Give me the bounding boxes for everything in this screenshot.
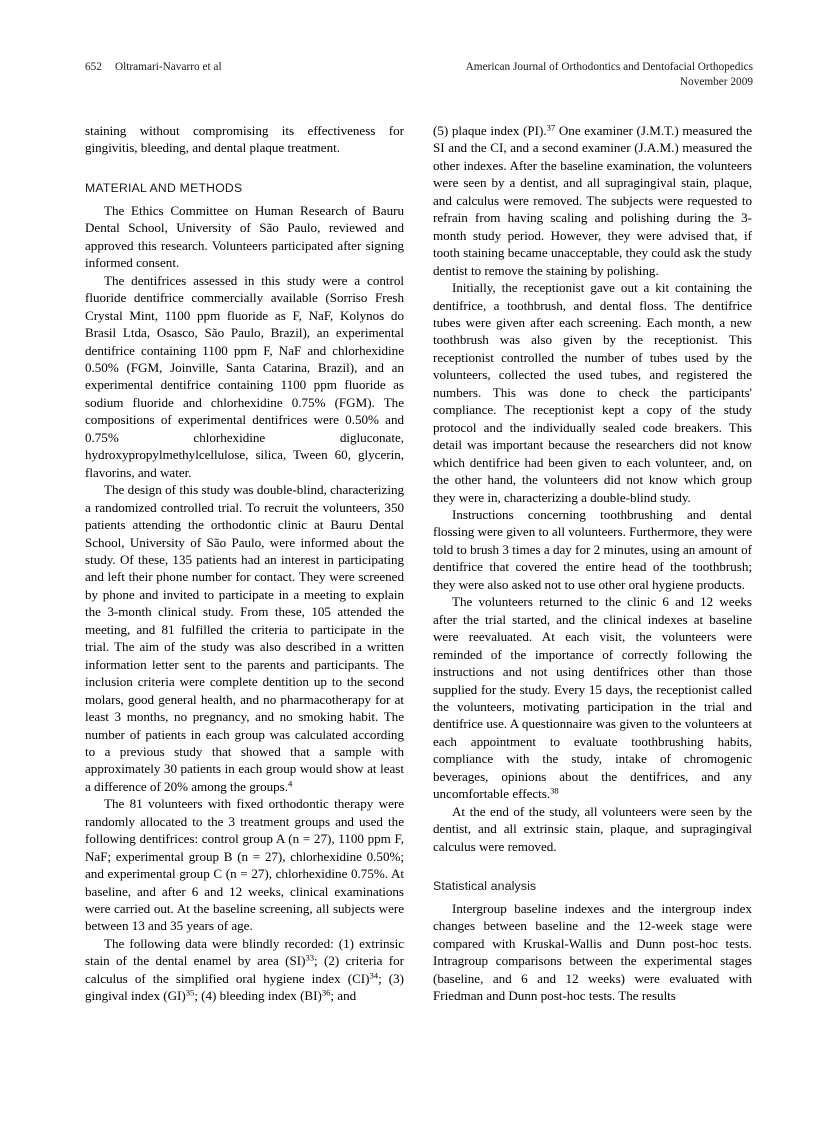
running-head xyxy=(85,60,753,90)
body-columns xyxy=(85,122,753,1062)
paragraph-design xyxy=(85,481,404,795)
reference-marker-36: 36 xyxy=(321,987,331,998)
paragraph-instructions: Instructions concerning toothbrushing and dental flossing were given to all volunteers. Furthermore, they were told to brush 3 times a day for 2 minutes, using an amount of dentifrice that covered the entire head of the toothbrush; they were also asked not to use other oral hygiene products. xyxy=(433,506,752,592)
indexes-text-4: ; (4) bleeding index (BI) xyxy=(194,988,322,1004)
issue-date: November 2009 xyxy=(679,76,753,88)
reference-marker-38: 38 xyxy=(550,785,559,796)
paragraph-ethics: The Ethics Committee on Human Research of Bauru Dental School, University of São Paulo, reviewed and approved this research. Volunteers participated after signing informed consent. xyxy=(85,202,404,271)
followup-text: The volunteers returned to the clinic 6 and 12 weeks after the trial started, and the clinical indexes at baseline were reevaluated. At each visit, the volunteers were reminded of the importance of correctly following the instructions and not using dentifrices other than those supplied for the study. Every 15 days, the receptionist called the volunteers, motivating participation in the trial and dentifrice use. A questionnaire was given to the volunteers at each appointment to evaluate toothbrushing habits, compliance with the study, intake of chromogenic beverages, opinions about the dentifrices, and any uncomfortable effects. xyxy=(433,594,752,802)
spacer xyxy=(433,855,752,878)
section-heading-material-and-methods: MATERIAL AND METHODS xyxy=(85,180,243,195)
paragraph-end-of-study: At the end of the study, all volunteers were seen by the dentist, and all extrinsic stain, plaque, and supragingival calculus were removed. xyxy=(433,803,752,854)
indexes-text-3: ; (3) gingival index (GI) xyxy=(85,970,404,1004)
paragraph-dentifrices: The dentifrices assessed in this study were a control fluoride dentifrice commercially available (Sorriso Fresh Crystal Mint, 1100 ppm fluoride as F, NaF, Kolynos do Brasil Ltda, Osasco, São Paulo, Brazil), an experimental dentifrice containing 1100 ppm F, NaF and chlorhexidine 0.50% (FGM, Joinville, Santa Catarina, Brazil), and an experimental dentifrice containing 1100 ppm fluoride as sodium fluoride and chlorhexidine 0.75% (FGM). The compositions of experimental dentifrices were 0.50% and 0.75% chlorhexidine digluconate, hydroxypropylmethylcellulose, silica, Tween 60, glycerin, flavorins, and water. xyxy=(85,272,404,480)
reference-marker-37: 37 xyxy=(546,122,556,133)
page-number: 652 xyxy=(85,61,102,73)
paragraph-continued: staining without compromising its effectiveness for gingivitis, bleeding, and dental plaque treatment. xyxy=(85,123,404,156)
running-head-right xyxy=(466,60,753,90)
left-column xyxy=(85,122,404,1062)
indexes-text-1: The following data were blindly recorded: (1) extrinsic stain of the dental enamel by area (SI) xyxy=(85,935,404,969)
paragraph-design-text: The design of this study was double-blind, characterizing a randomized controlled trial. To recruit the volunteers, 350 patients attending the orthodontic clinic at Bauru Dental School, University of São Paulo, were informed about the study. Of these, 135 patients had an interest in participating and left their phone number for contact. They were screened by phone and invited to participate in a meeting to explain the 3-month clinical study. From these, 105 attended the meeting, and 81 fulfilled the criteria to participate in the trial. The aim of the study was also described in a written information letter sent to the parents and participants. The inclusion criteria were complete dentition up to the second molars, good general health, and no pharmacotherapy for at least 3 months, no pregnancy, and no smoking habit. The number of patients in each group was calculated according to a previous study that showed that a sample with approximately 30 patients in each group would show at least a difference of 20% among the groups. xyxy=(85,482,404,794)
right-column xyxy=(433,122,752,1062)
paragraph-statistics: Intergroup baseline indexes and the intergroup index changes between baseline and the 12-week stage were compared with Kruskal-Wallis and Dunn post-hoc tests. Intragroup comparisons between the experimental stages (baseline, and 6 and 12 weeks) were evaluated with Friedman and Dunn post-hoc tests. The results xyxy=(433,901,752,1004)
journal-title: American Journal of Orthodontics and Dentofacial Orthopedics xyxy=(465,61,753,73)
reference-marker-34: 34 xyxy=(369,970,379,981)
reference-marker-4: 4 xyxy=(288,778,293,789)
paragraph-groups: The 81 volunteers with fixed orthodontic therapy were randomly allocated to the 3 treatment groups and used the following dentifrices: control group A (n = 27), 1100 ppm F, NaF; experimental group B (n = 27), chlorhexidine 0.50%; and experimental group C (n = 27), chlorhexidine 0.75%. At baseline, and after 6 and 12 weeks, clinical examinations were carried out. At the baseline screening, all subjects were between 13 and 35 years of age. xyxy=(85,796,404,934)
reference-marker-35: 35 xyxy=(185,987,195,998)
spacer xyxy=(85,157,404,180)
reference-marker-33: 33 xyxy=(305,952,315,963)
indexes-text-5: ; and xyxy=(330,988,357,1004)
sub-heading-statistical-analysis: Statistical analysis xyxy=(433,879,537,894)
running-head-authors: Oltramari-Navarro et al xyxy=(114,61,222,73)
running-head-left xyxy=(85,60,222,75)
paragraph-examiners xyxy=(433,122,752,279)
examiners-text-2: One examiner (J.M.T.) measured the SI and the CI, and a second examiner (J.A.M.) measured the other indexes. After the baseline examination, the volunteers were seen by a dentist, and all supragingival stain, plaque, and calculus were removed. The subjects were requested to refrain from having scaling and polishing during the 3-month study period. However, they were advised that, if tooth staining became unacceptable, they could ask the study dentist to remove the staining by polishing. xyxy=(433,123,752,278)
indexes-text-2: ; (2) criteria for calculus of the simplified oral hygiene index (CI) xyxy=(85,953,404,986)
paragraph-followup xyxy=(433,593,752,802)
paragraph-indexes xyxy=(85,935,404,1005)
paragraph-receptionist-kit: Initially, the receptionist gave out a kit containing the dentifrice, a toothbrush, and dental floss. The dentifrice tubes were given after each screening. Each month, a new toothbrush was also given by the receptionist. This receptionist controlled the number of tubes used by the volunteers, collected the used tubes, and registered the numbers. This was done to check the participants' compliance. The receptionist kept a copy of the study protocol and the individually sealed code breakers. This detail was important because the researchers did not know which dentifrice had been given to each volunteer, and, on the other hand, the volunteers did not know which group they were in, characterizing a double-blind study. xyxy=(433,280,752,505)
examiners-text-1: (5) plaque index (PI). xyxy=(433,123,547,138)
